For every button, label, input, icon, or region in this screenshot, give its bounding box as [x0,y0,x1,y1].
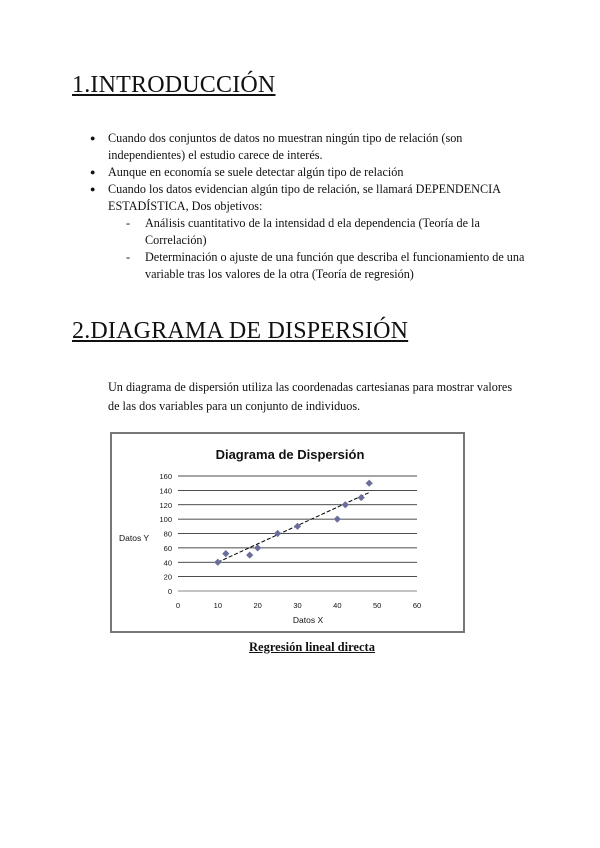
y-tick-label: 80 [163,529,172,539]
data-point [342,501,349,508]
x-tick-label: 20 [253,601,262,610]
x-tick-label: 30 [293,601,302,610]
y-tick-label: 60 [163,543,172,553]
bullet-item [90,130,530,164]
x-tick-label: 50 [372,601,382,610]
x-tick-label: 10 [213,601,223,610]
caption-text: Regresión lineal directa [249,640,375,654]
y-tick-label: 140 [159,486,172,496]
bullet-text: Cuando dos conjuntos de datos no muestran ningún tipo de relación (son independientes) el estudio carece de interés. [108,131,463,162]
data-point [334,516,341,523]
y-tick-label: 120 [159,500,172,510]
bullet-text: Aunque en economía se suele detectar algún tipo de relación [108,165,404,179]
y-axis-label: Datos Y [119,533,150,543]
x-tick-label: 40 [333,601,342,610]
intro-bullet-list [90,130,530,283]
chart-title: Diagrama de Dispersión [215,447,365,462]
data-point [358,494,365,501]
chart-grid [178,476,417,591]
data-point [366,480,373,487]
sub-item-text: Determinación o ajuste de una función que describa el funcionamiento de una variable tras los valores de la otra (Teoría de regresión) [145,250,525,281]
data-points [214,480,373,566]
y-tick-label: 20 [163,572,172,582]
scatter-chart [112,434,463,631]
sub-item-text: Análisis cuantitativo de la intensidad d ela dependencia (Teoría de la Correlación) [145,216,480,247]
x-tick-label: 0 [175,601,181,610]
sub-item [126,249,530,283]
y-tick-label: 100 [159,515,172,525]
bullet-item [90,164,530,181]
section-heading-diagrama: 2.DIAGRAMA DE DISPERSIÓN [72,318,409,344]
y-tick-labels [159,472,172,596]
y-tick-label: 40 [163,558,172,568]
data-point [214,559,221,566]
x-tick-labels [176,601,421,610]
y-tick-label: 0 [167,587,172,596]
bullet-item [90,181,530,283]
x-tick-label: 60 [412,601,422,610]
data-point [294,523,301,530]
y-tick-label: 160 [159,472,172,481]
bullet-text: Cuando los datos evidencian algún tipo de relación, se llamará DEPENDENCIA ESTADÍSTICA, Dos objetivos: [108,182,501,213]
chart-caption [0,640,600,655]
data-point [246,551,253,558]
x-axis-label: Datos X [292,615,324,625]
objectives-sublist [108,215,530,283]
description-paragraph: Un diagrama de dispersión utiliza las coordenadas cartesianas para mostrar valores de las dos variables para un conjunto de individuos. [108,380,513,413]
section-heading-introduccion: 1.INTRODUCCIÓN [72,72,276,98]
sub-item [126,215,530,249]
data-point [254,544,261,551]
data-point [222,550,229,557]
scatter-chart-frame [110,432,465,633]
